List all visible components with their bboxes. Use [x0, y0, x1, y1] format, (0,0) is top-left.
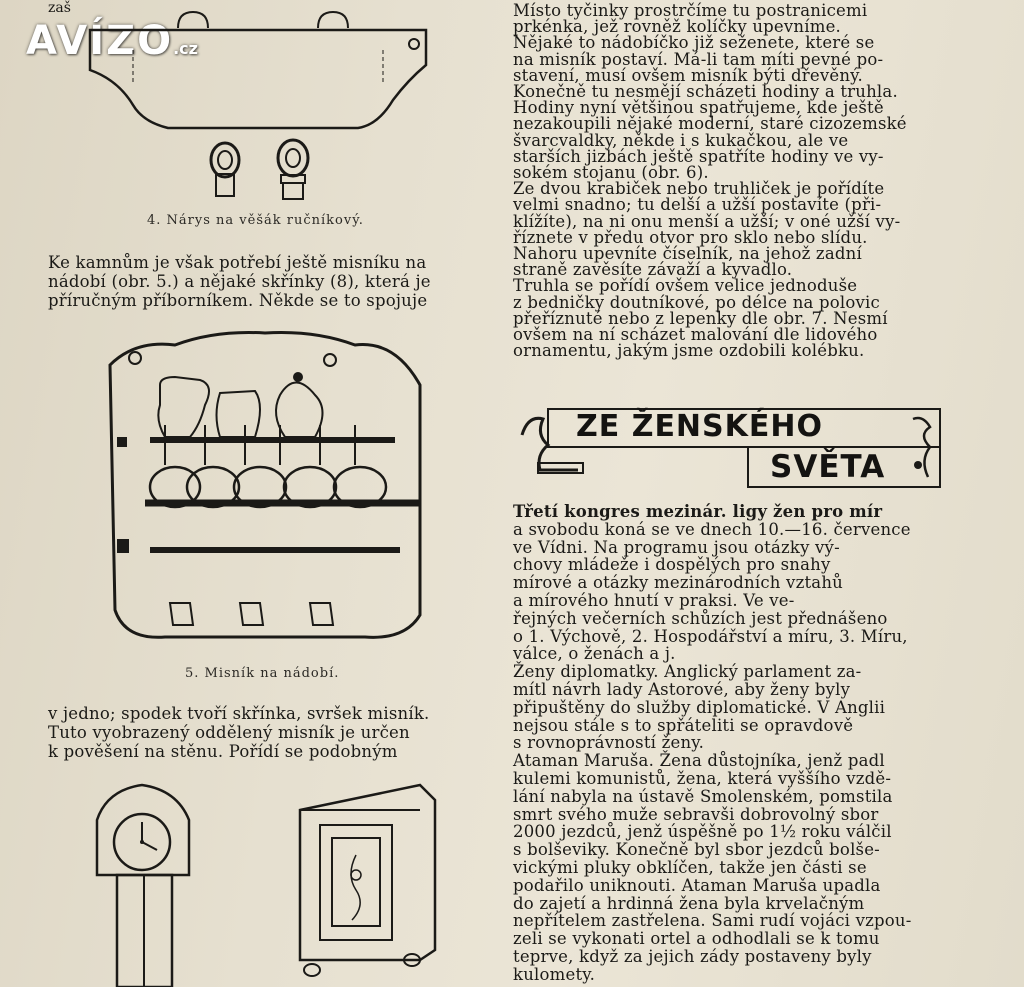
right-text-line: Truhla se pořídí ovšem velice jednoduše — [513, 276, 858, 296]
article-line: válce, o ženách a j. — [513, 644, 676, 664]
right-text-line: Ze dvou krabiček nebo truhliček je pořídíte — [513, 179, 885, 199]
right-text-line: na misník postaví. Má-li tam míti pevné po- — [513, 49, 884, 69]
article-line: Ženy diplomatky. Anglický parlament za- — [513, 662, 862, 682]
section-heading-ornament — [518, 405, 948, 489]
article-text — [513, 503, 961, 984]
figure-5-caption: 5. Misník na nádobí. — [185, 666, 340, 681]
article-line: kulemi komunistů, žena, která vyššího vzdě- — [513, 768, 892, 788]
right-text-line: Konečně tu nesmějí scházeti hodiny a truhla. — [513, 82, 898, 102]
figure-cabinet — [290, 780, 440, 980]
right-text-line: Nahoru upevníte číselník, na jehož zadní — [513, 244, 862, 264]
article-line: řejných večerních schůzích jest přednášeno — [513, 608, 888, 628]
article-line: a svobodu koná se ve dnech 10.—16. července — [513, 519, 911, 539]
article-line: o 1. Výchově, 2. Hospodářství a míru, 3. Míru, — [513, 626, 908, 646]
article-line: teprve, když za jejich zády postaveny byly — [513, 946, 872, 966]
right-text-line: sokém stojanu (obr. 6). — [513, 163, 709, 183]
article-line: mítl návrh lady Astorové, aby ženy byly — [513, 679, 851, 699]
right-text-line: klížíte), na ni onu menší a užší; v oné užší vy- — [513, 211, 901, 231]
left-paragraph-1: Ke kamnům je však potřebí ještě misníku na nádobí (obr. 5.) a nějaké skřínky (8), která je příručným příborníkem. Někde se to spojuje — [48, 253, 431, 310]
heading-line-2: SVĚTA — [770, 449, 886, 485]
right-text-line: straně zavěsíte závaží a kyvadlo. — [513, 260, 793, 280]
left-top-fragment: zaš — [48, 0, 71, 16]
article-line: připuštěny do služby diplomatické. V Anglii — [513, 697, 886, 717]
heading-line-1: ZE ŽENSKÉHO — [576, 409, 824, 444]
right-text-line: velmi snadno; tu delší a užší postavíte (při- — [513, 195, 882, 215]
article-line: mírové a otázky mezinárodních vztahů — [513, 573, 843, 593]
right-column-text — [513, 3, 961, 359]
article-line: s bolševiky. Konečně byl sbor jezdců bolše- — [513, 840, 880, 860]
article-line: kulomety. — [513, 964, 596, 984]
article-line: vickými pluky obklíčen, takže jen části se — [513, 857, 867, 877]
right-text-line: Nějaké to nádobíčko již seženete, které se — [513, 33, 875, 53]
article-line: 2000 jezdců, jenž úspěšně po 1½ roku válčil — [513, 822, 892, 842]
right-text-line: švarcvaldky, někde i s kukačkou, ale ve — [513, 130, 849, 150]
article-line: a mírového hnutí v praksi. Ve ve- — [513, 590, 795, 610]
figure-4-caption: 4. Nárys na věšák ručníkový. — [147, 213, 364, 228]
article-line: do zajetí a hrdinná žena byla krvelačným — [513, 893, 865, 913]
article-line: ve Vídni. Na programu jsou otázky vý- — [513, 537, 840, 557]
right-text-line: prkénka, jež rovněž kolíčky upevníme. — [513, 17, 841, 37]
right-text-line: Místo tyčinky prostrčíme tu postranicemi — [513, 1, 868, 20]
watermark-logo: AVÍZO.cz — [26, 18, 198, 64]
article-line: podařilo uniknouti. Ataman Maruša upadla — [513, 875, 881, 895]
right-text-line: ornamentu, jakým jsme ozdobili kolébku. — [513, 341, 865, 361]
left-paragraph-2: v jedno; spodek tvoří skřínka, svršek misník. Tuto vyobrazený oddělený misník je určen k pověšení na stěnu. Pořídí se podobným — [48, 704, 430, 761]
article-line: Ataman Maruša. Žena důstojníka, jenž padl — [513, 751, 885, 771]
article-line: zeli se vykonati ortel a odhodlali se k tomu — [513, 929, 880, 949]
article-line: smrt svého muže sebravši dobrovolný sbor — [513, 804, 879, 824]
article-line: nejsou stále s to spřáteliti se opravdově — [513, 715, 854, 735]
figure-clock — [92, 780, 197, 987]
right-text-line: stavení, musí ovšem misník býti dřevěný. — [513, 65, 863, 85]
right-text-line: ovšem na ní scházet malování dle lidového — [513, 325, 878, 345]
figure-towel-hanger — [88, 10, 438, 205]
right-text-line: říznete v předu otvor pro sklo nebo slídu. — [513, 227, 868, 247]
article-line: chovy mládeže i dospělých pro snahy — [513, 555, 831, 575]
right-text-line: starších jizbách ještě spatříte hodiny ve vy- — [513, 146, 884, 166]
right-text-line: Hodiny nyní většinou spatřujeme, kde ještě — [513, 98, 884, 118]
right-text-line: z bedničky doutníkové, po délce na polovic — [513, 292, 880, 312]
article-line: nepřítelem zastřelena. Sami rudí vojáci vzpou- — [513, 911, 912, 931]
figure-dish-rack — [105, 325, 425, 650]
article-line: Třetí kongres mezinár. ligy žen pro mír — [513, 502, 883, 521]
article-line: s rovnoprávností ženy. — [513, 733, 705, 753]
right-text-line: nezakoupili nějaké moderní, staré cizozemské — [513, 114, 907, 134]
right-text-line: přeříznuté nebo z lepenky dle obr. 7. Nesmí — [513, 308, 888, 328]
article-line: lání nabyla na ústavě Smolenském, pomstila — [513, 786, 893, 806]
